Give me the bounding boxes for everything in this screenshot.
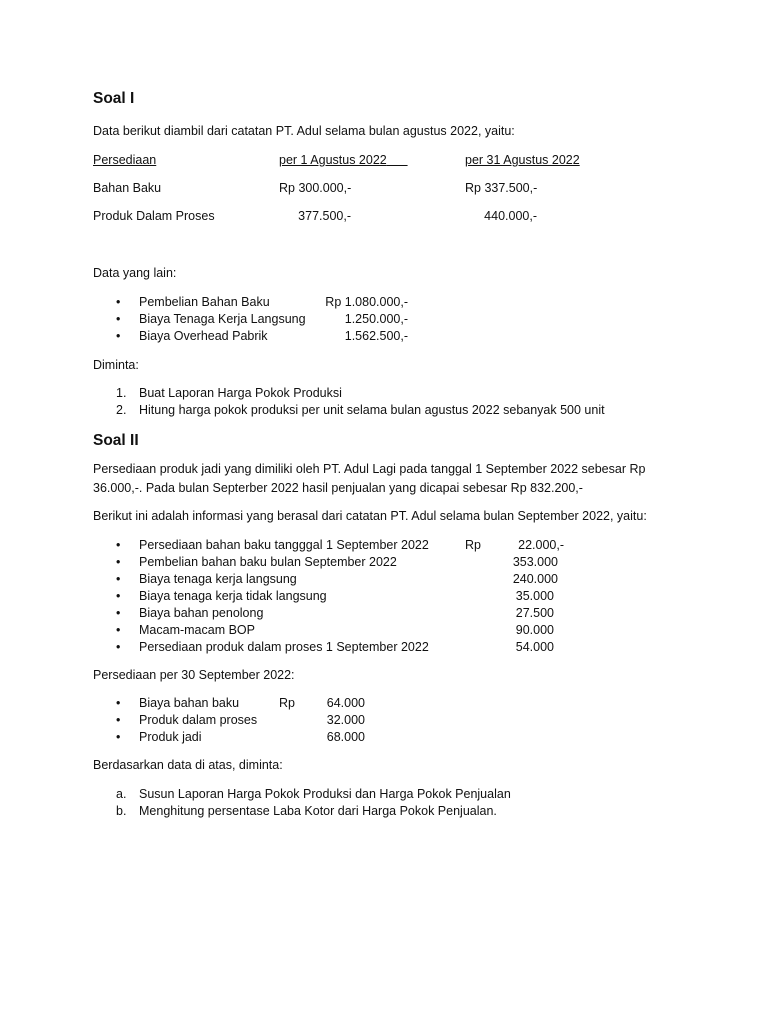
list-item-value: 35.000 [515, 589, 554, 603]
bullet-icon [116, 640, 120, 654]
diminta-title: Diminta: [93, 358, 139, 372]
soal-2-heading: Soal II [93, 432, 139, 449]
bullet-icon [116, 589, 120, 603]
stock-title: Persediaan per 30 September 2022: [93, 668, 295, 682]
list-item-label: Biaya tenaga kerja tidak langsung [139, 589, 327, 603]
soal-2-paragraph-line: Persediaan produk jadi yang dimiliki oleh PT. Adul Lagi pada tanggal 1 September 2022 sebesar Rp [93, 462, 646, 476]
bullet-icon [116, 555, 120, 569]
list-item-label: Produk jadi [139, 730, 202, 744]
currency-label: Rp [465, 538, 481, 552]
table-header-agustus-31: per 31 Agustus 2022 [465, 153, 580, 167]
list-item-value: 54.000 [515, 640, 554, 654]
list-item-label: Macam-macam BOP [139, 623, 255, 637]
list-item-value: Rp 1.080.000,- [325, 295, 408, 309]
list-item-value: 22.000,- [518, 538, 564, 552]
list-item-label: Biaya Overhead Pabrik [139, 329, 268, 343]
bullet-icon [116, 623, 120, 637]
table-cell: Rp 300.000,- [279, 181, 352, 195]
table-header-persediaan: Persediaan [93, 153, 157, 167]
list-item-value: 68.000 [326, 730, 365, 744]
table-cell: 377.500,- [298, 209, 351, 223]
soal-2-paragraph-line: 36.000,-. Pada bulan Septerber 2022 hasil penjualan yang dicapai sebesar Rp 832.200,- [93, 481, 583, 495]
table-row-label: Bahan Baku [93, 181, 162, 195]
request-letter: b. [116, 804, 127, 818]
list-item-label: Persediaan bahan baku tangggal 1 September 2022 [139, 538, 429, 552]
list-item-value: 353.000 [512, 555, 558, 569]
task-number: 2. [116, 403, 127, 417]
list-item-label: Produk dalam proses [139, 713, 258, 727]
task-text: Hitung harga pokok produksi per unit selama bulan agustus 2022 sebanyak 500 unit [139, 403, 605, 417]
other-data-title: Data yang lain: [93, 266, 177, 280]
list-item-value: 1.562.500,- [344, 329, 408, 343]
list-item-label: Biaya bahan penolong [139, 606, 264, 620]
bullet-icon [116, 295, 120, 309]
soal-1-heading: Soal I [93, 90, 135, 107]
table-cell: 440.000,- [484, 209, 537, 223]
table-cell: Rp 337.500,- [465, 181, 538, 195]
list-item-value: 64.000 [326, 696, 365, 710]
list-item-label: Pembelian Bahan Baku [139, 295, 270, 309]
bullet-icon [116, 572, 120, 586]
bullet-icon [116, 713, 120, 727]
request-text: Menghitung persentase Laba Kotor dari Harga Pokok Penjualan. [139, 804, 497, 818]
list-item-label: Biaya bahan baku [139, 696, 240, 710]
list-item-value: 1.250.000,- [344, 312, 408, 326]
task-text: Buat Laporan Harga Pokok Produksi [139, 386, 342, 400]
task-number: 1. [116, 386, 127, 400]
soal-1-intro: Data berikut diambil dari catatan PT. Adul selama bulan agustus 2022, yaitu: [93, 124, 515, 138]
table-header-agustus-1: per 1 Agustus 2022 [279, 153, 387, 167]
bullet-icon [116, 730, 120, 744]
currency-label: Rp [279, 696, 295, 710]
list-item-label: Biaya Tenaga Kerja Langsung [139, 312, 306, 326]
bullet-icon [116, 538, 120, 552]
list-item-value: 27.500 [515, 606, 554, 620]
bullet-icon [116, 606, 120, 620]
list-item-value: 90.000 [515, 623, 554, 637]
list-item-value: 240.000 [512, 572, 558, 586]
bullet-icon [116, 312, 120, 326]
bullet-icon [116, 696, 120, 710]
request-text: Susun Laporan Harga Pokok Produksi dan Harga Pokok Penjualan [139, 787, 511, 801]
table-row-label: Produk Dalam Proses [93, 209, 215, 223]
bullet-icon [116, 329, 120, 343]
request-letter: a. [116, 787, 127, 801]
list-item-label: Persediaan produk dalam proses 1 September 2022 [139, 640, 429, 654]
list-item-label: Biaya tenaga kerja langsung [139, 572, 297, 586]
list-item-value: 32.000 [326, 713, 365, 727]
soal-2-info-intro: Berikut ini adalah informasi yang berasal dari catatan PT. Adul selama bulan September 2022, yaitu: [93, 509, 647, 523]
request-title: Berdasarkan data di atas, diminta: [93, 758, 283, 772]
list-item-label: Pembelian bahan baku bulan September 2022 [139, 555, 397, 569]
